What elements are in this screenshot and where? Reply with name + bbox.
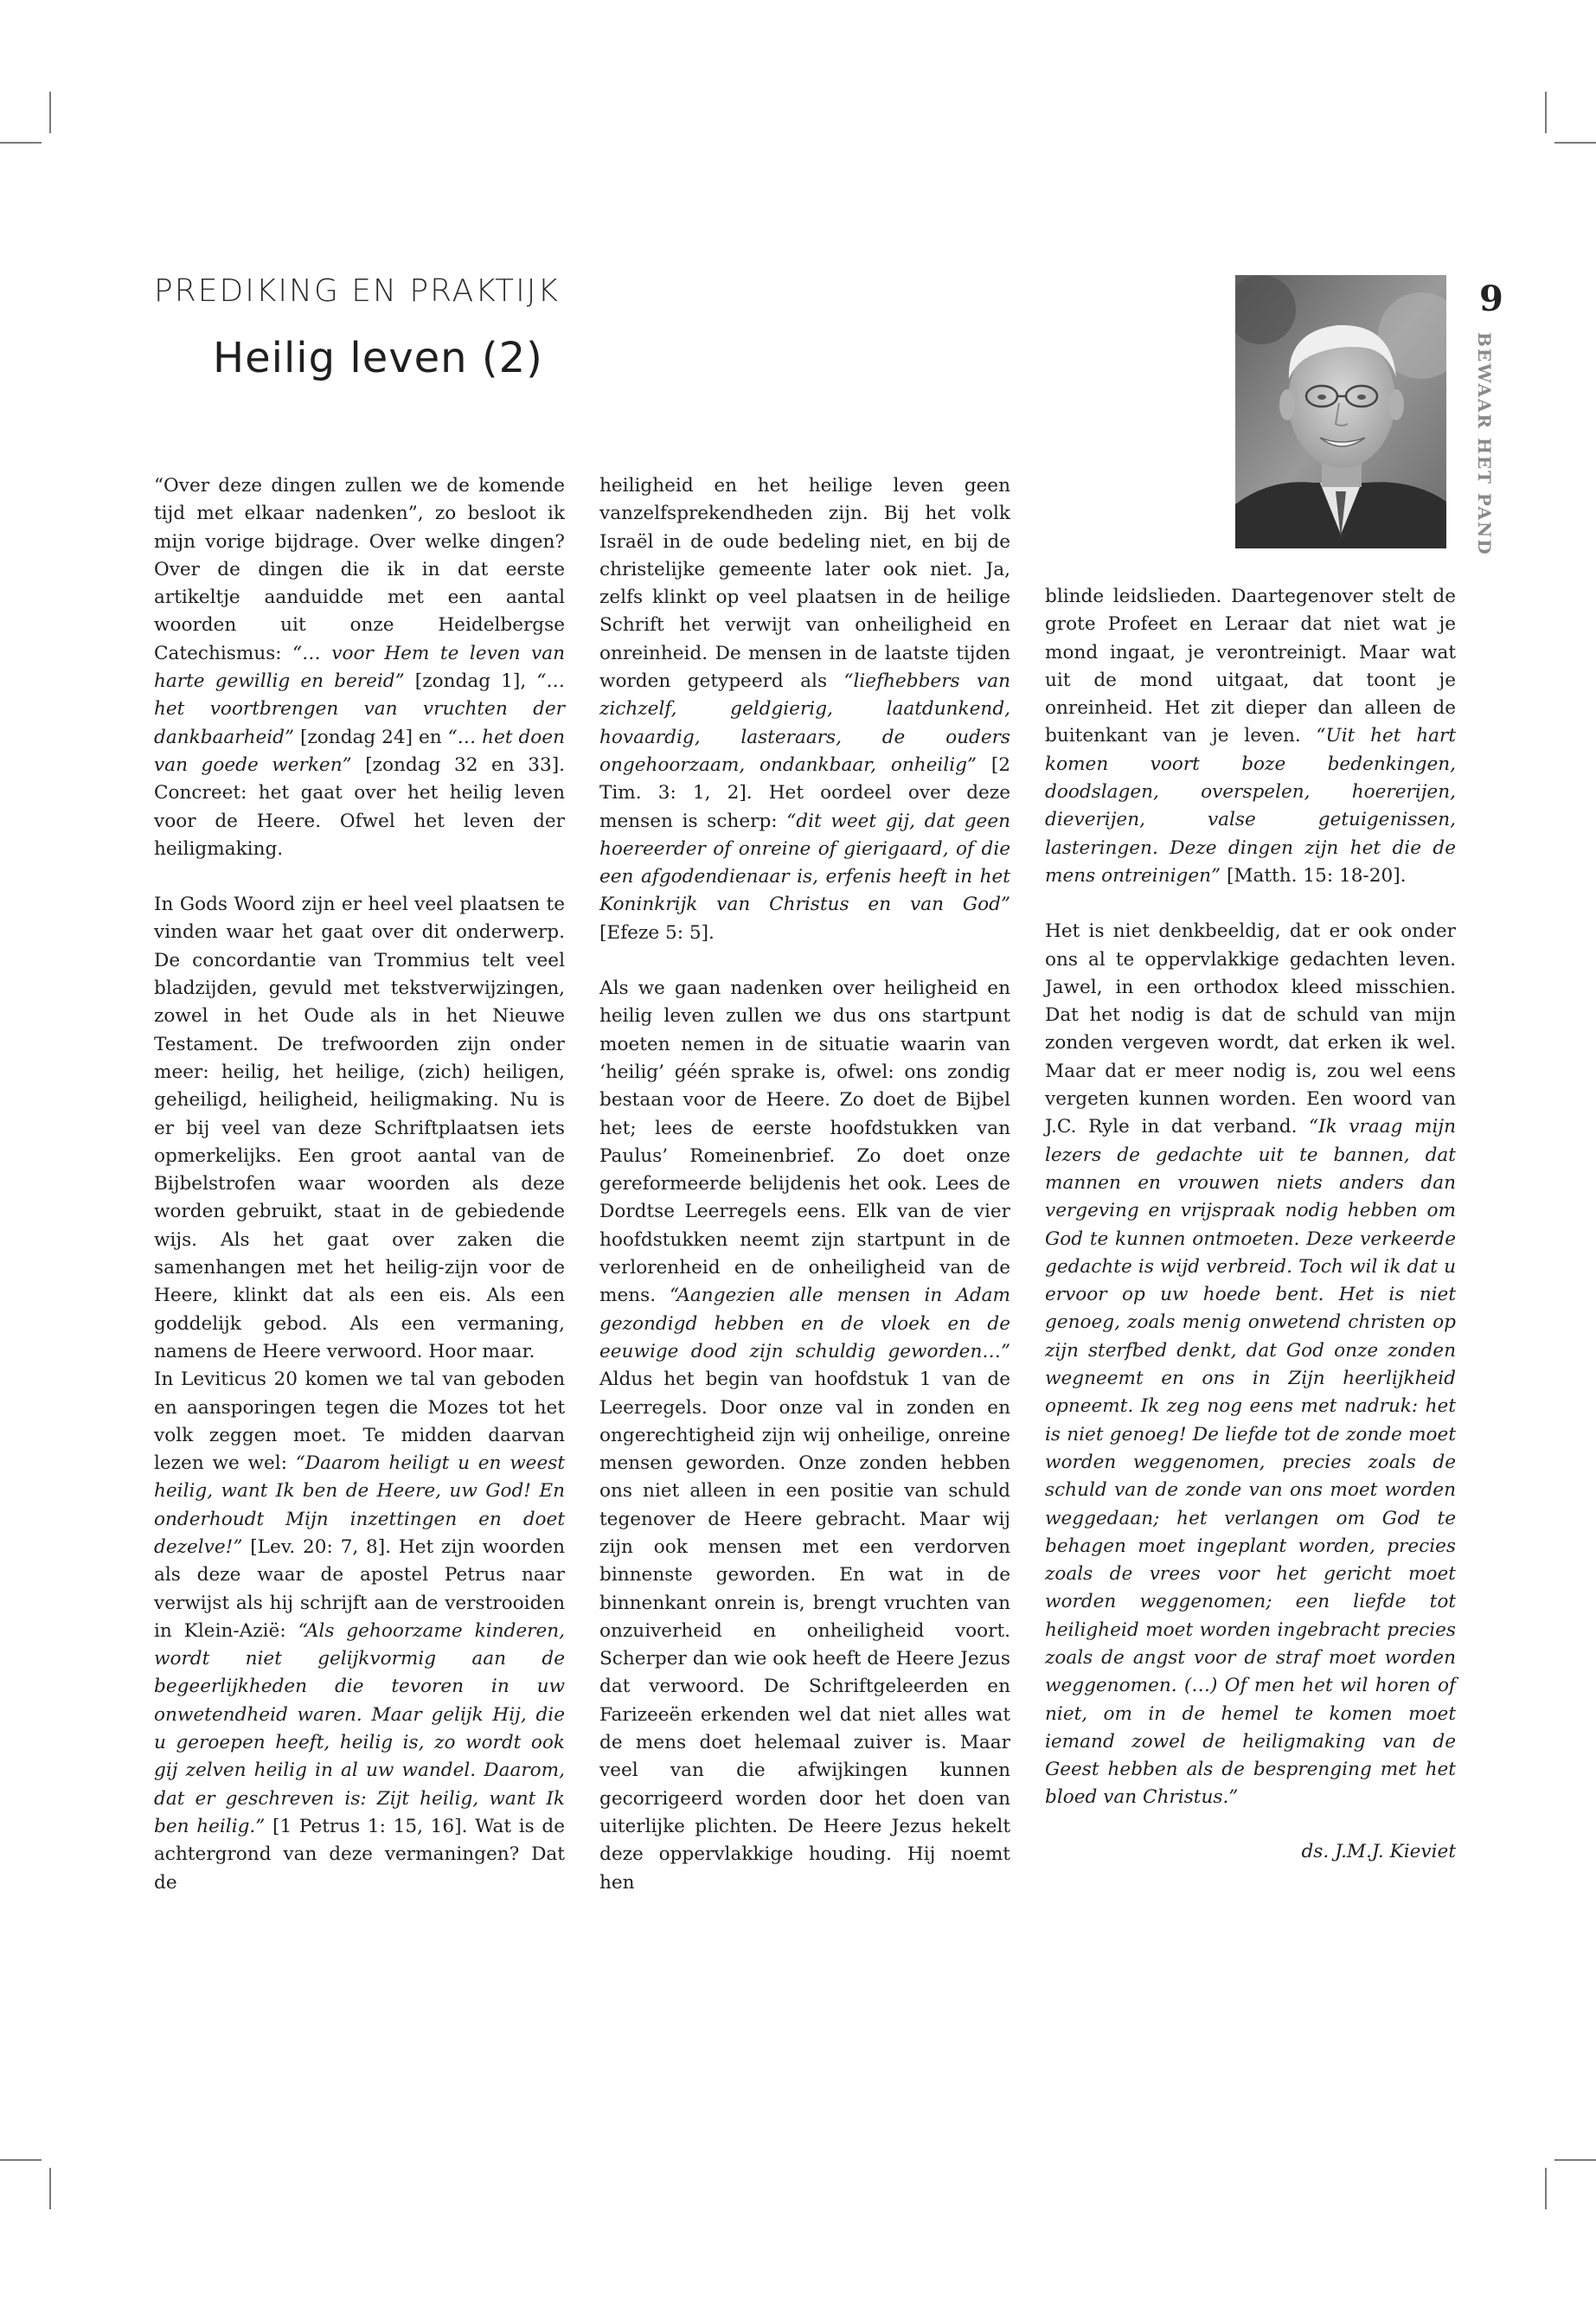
body-text: heiligheid en het heilige leven geen vanzelfsprekendheden zijn. Bij het volk Israël in de oude bedeling niet, en bij de christelijke gemeente later ook niet. Ja, zelfs klinkt op veel plaatsen in de heilige Schrift het verwijt van onheiligheid en onreinheid. De mensen in de laatste tijden worden getypeerd als [599, 475, 1010, 693]
quotation-text: “Daarom heiligt u en weest heilig, want Ik ben de Heere, uw God! En onderhoudt Mijn inzettingen en doet dezelve!” [154, 1452, 565, 1558]
quotation-text: “liefhebbers van zichzelf, geldgierig, laatdunkend, hovaardig, lasteraars, de ouders ongehoorzaam, ondankbaar, onheilig” [599, 670, 1010, 776]
crop-mark [1545, 92, 1547, 133]
article-paragraph [154, 1366, 565, 1897]
quotation-text: “dit weet gij, dat geen hoereerder of onreine of gierigaard, of die een afgodendienaar is, erfenis heeft in het Koninkrijk van Christus en van God” [599, 810, 1011, 916]
body-text: [1 Petrus 1: 15, 16]. Wat is de achtergrond van deze vermaningen? Dat de [154, 1815, 565, 1894]
body-text: [zondag 1], [404, 670, 537, 693]
article-column-3 [1045, 583, 1456, 1866]
crop-mark [49, 2168, 51, 2209]
section-label: PREDIKING EN PRAKTIJK [154, 273, 560, 309]
quotation-text: “… het doen van goede werken” [154, 726, 565, 776]
body-text: [zondag 32 en 33]. Concreet: het gaat over het heilig leven voor de Heere. Ofwel het leven der heiligmaking. [154, 753, 565, 860]
article-paragraph [599, 975, 1010, 1897]
page-number: 9 [1479, 279, 1503, 319]
author-photo [1235, 275, 1446, 548]
body-text: [2 Tim. 3: 1, 2]. Het oordeel over deze mensen is scherp: [599, 753, 1011, 832]
quotation-text: “Als gehoorzame kinderen, wordt niet gelijkvormig aan de begeerlijkheden die tevoren in uw onwetendheid waren. Maar gelijk Hij, die u geroepen heeft, heilig is, zo wordt ook gij zelven heilig in al uw wandel. Daarom, dat er geschreven is: Zijt heilig, want Ik ben heilig.” [154, 1619, 565, 1837]
crop-mark [0, 142, 42, 144]
article-paragraph [154, 472, 565, 863]
quotation-text: “… het voortbrengen van vruchten der dankbaarheid” [154, 670, 565, 748]
quotation-text: “… voor Hem te leven van harte gewillig en bereid” [154, 642, 565, 693]
body-text: [zondag 24] en [294, 726, 448, 748]
author-photo-image [1235, 275, 1446, 548]
article-paragraph [154, 891, 565, 1366]
body-text: “Over deze dingen zullen we de komende tijd met elkaar nadenken”, zo besloot ik mijn vorige bijdrage. Over welke dingen? Over de dingen die ik in dat eerste artikeltje aanduidde met een aantal woorden uit onze Heidelbergse Catechismus: [154, 475, 565, 664]
crop-mark [49, 92, 51, 133]
body-text: [Matth. 15: 18-20]. [1221, 864, 1407, 887]
body-text: [Efeze 5: 5]. [599, 921, 715, 944]
article-title: Heilig leven (2) [213, 334, 543, 382]
quotation-text: “Aangezien alle mensen in Adam gezondigd hebben en de vloek en de eeuwige dood zijn schuldig geworden…” [599, 1285, 1010, 1362]
crop-mark [0, 2159, 42, 2161]
article-paragraph [599, 472, 1010, 947]
crop-mark [1554, 2159, 1596, 2161]
quotation-text: “Ik vraag mijn lezers de gedachte uit te bannen, dat mannen en vrouwen niets anders dan vergeving en vrijspraak nodig hebben om God te kunnen ontmoeten. Deze verkeerde gedachte is wijd verbreid. Toch wil ik dat u ervoor op uw hoede bent. Het is niet genoeg, zoals menig onwetend christen op zijn sterfbed denkt, dat God onze zonden wegneemt en ons in Zijn heerlijkheid opneemt. Ik zeg nog eens met nadruk: het is niet genoeg! De liefde tot de zonde moet worden weggenomen, precies zoals de schuld van de zonde van ons moet worden weggedaan; het verlangen om God te behagen moet ingeplant worden, precies zoals de vrees voor het gericht moet worden weggenomen; een liefde tot heiligheid moet worden ingebracht precies zoals de angst voor de straf moet worden weggenomen. (…) Of men het wil horen of niet, om in de hemel te komen moet iemand zowel de heiligmaking van de Geest hebben als de besprenging met het bloed van Christus.” [1045, 1116, 1456, 1809]
body-text: In Gods Woord zijn er heel veel plaatsen te vinden waar het gaat over dit onderwerp. De concordantie van Trommius telt veel bladzijden, gevuld met tekstverwijzingen, zowel in het Oude als in het Nieuwe Testament. De trefwoorden zijn onder meer: heilig, het heilige, (zich) heiligen, geheiligd, heiligheid, heiligmaking. Nu is er bij veel van deze Schriftplaatsen iets opmerkelijks. Een groot aantal van de Bijbelstrofen waar woorden als deze worden gebruikt, staat in de gebiedende wijs. Als het gaat over zaken die samenhangen met het heilig-zijn voor de Heere, klinkt dat als een eis. Als een goddelijk gebod. Als een vermaning, namens de Heere verwoord. Hoor maar. [154, 894, 565, 1362]
article-paragraph [1045, 583, 1456, 890]
article-paragraph [1045, 918, 1456, 1812]
quotation-text: “Uit het hart komen voort boze bedenkingen, doodslagen, overspelen, hoererijen, dieverijen, valse getuigenissen, lasteringen. Deze dingen zijn het die de mens ontreinigen” [1045, 725, 1456, 887]
article-column-1 [154, 472, 565, 1897]
author-signature: ds. J.M.J. Kieviet [1301, 1840, 1456, 1862]
crop-mark [1554, 142, 1596, 144]
body-text: Aldus het begin van hoofdstuk 1 van de Leerregels. Door onze val in zonden en ongerechtigheid zijn wij onheilige, onreine mensen geworden. Onze zonden hebben ons niet alleen in een positie van schuld tegenover de Heere gebracht. Maar wij zijn ook mensen met een verdorven binnenste geworden. En wat in de binnenkant onrein is, brengt vruchten van onzuiverheid en onheiligheid voort. Scherper dan wie ook heeft de Heere Jezus dat verwoord. De Schriftgeleerden en Farizeeën erkenden wel dat niet alles wat de mens doet helemaal zuiver is. Maar veel van die afwijkingen kunnen gecorrigeerd worden door het doen van uiterlijke plichten. De Heere Jezus hekelt deze oppervlakkige houding. Hij noemt hen [599, 1368, 1010, 1894]
body-text: [Lev. 20: 7, 8]. Het zijn woorden als deze waar de apostel Petrus naar verwijst als hij schrijft aan de verstrooiden in Klein-Azië: [154, 1535, 565, 1642]
body-text: Als we gaan nadenken over heiligheid en heilig leven zullen we dus ons startpunt moeten nemen in de situatie waarin van ‘heilig’ géén sprake is, ofwel: ons zondig bestaan voor de Heere. Zo doet de Bijbel het; lees de eerste hoofdstukken van Paulus’ Romeinenbrief. Zo doet onze gereformeerde belijdenis het ook. Lees de Dordtse Leerregels eens. Elk van de vier hoofdstukken neemt zijn startpunt in de verlorenheid en de onheiligheid van de mens. [599, 977, 1010, 1307]
body-text: Het is niet denkbeeldig, dat er ook onder ons al te oppervlakkige gedachten leven. Jawel, in een orthodox kleed misschien. Dat het nodig is dat de schuld van mijn zonden vergeven wordt, dat erken ik wel. Maar dat er meer nodig is, zou wel eens vergeten kunnen worden. Een woord van J.C. Ryle in dat verband. [1045, 920, 1456, 1138]
running-head: BEWAAR HET PAND [1474, 332, 1495, 556]
article-column-2 [599, 472, 1010, 1897]
body-text: blinde leidslieden. Daartegenover stelt de grote Profeet en Leraar dat niet wat je mond ingaat, je verontreinigt. Maar wat uit de mond uitgaat, dat toont je onreinheid. Het zit dieper dan alleen de buitenkant van je leven. [1045, 586, 1456, 747]
crop-mark [1545, 2168, 1547, 2209]
body-text: In Leviticus 20 komen we tal van geboden en aansporingen tegen die Mozes tot het volk zeggen moet. Te midden daarvan lezen we wel: [154, 1368, 565, 1475]
